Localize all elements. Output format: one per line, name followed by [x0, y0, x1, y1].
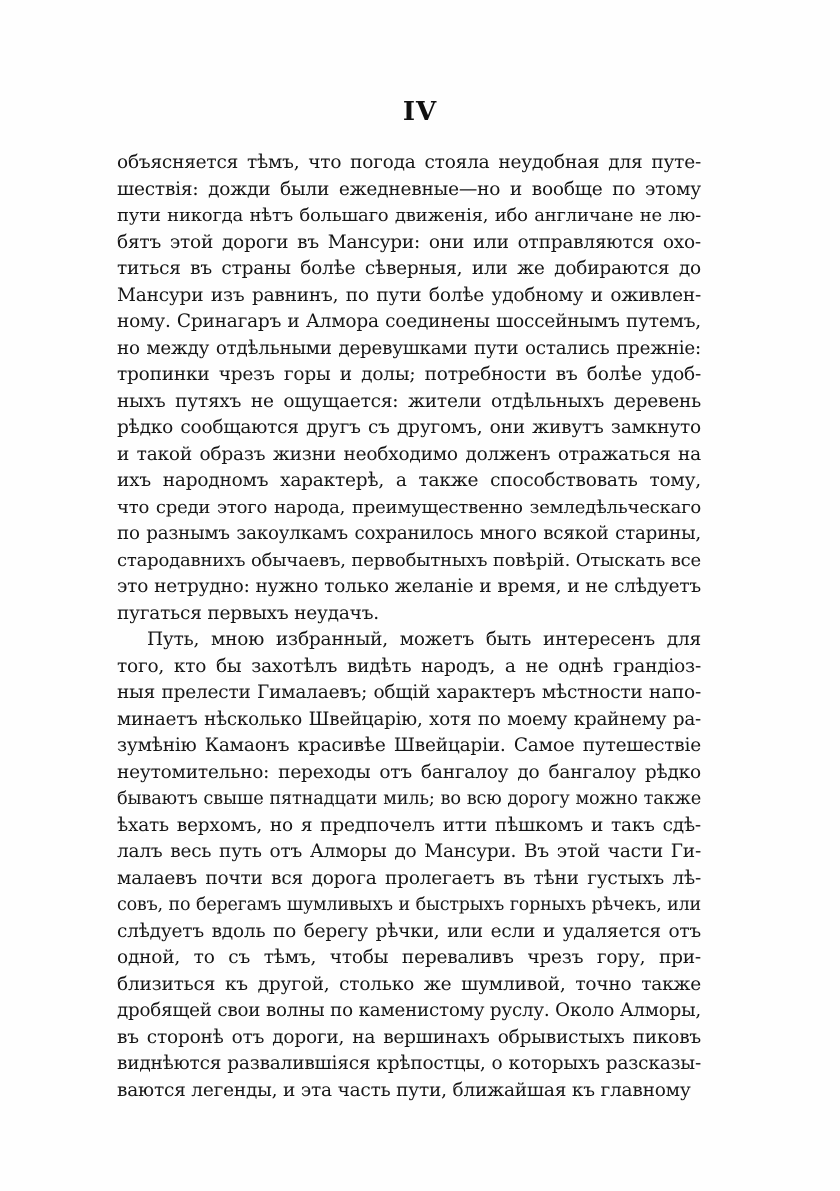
body-text: [117, 150, 701, 1104]
text-line: въ сторонѣ отъ дороги, на вершинахъ обрывистыхъ пиковъ: [117, 1026, 701, 1048]
text-line: виднѣются развалившіяся крѣпостцы, о которыхъ разсказы-: [117, 1053, 701, 1074]
text-line: пугаться первыхъ неудачъ.: [117, 602, 379, 624]
text-line: дробящей свои волны по каменистому руслу. Около Алморы,: [117, 1000, 701, 1021]
text-line: это нетрудно: нужно только желаніе и время, и не слѣдуетъ: [117, 576, 701, 597]
text-line: тропинки чрезъ горы и долы; потребности въ болѣе удоб-: [117, 364, 701, 385]
text-line: минаетъ нѣсколько Швейцарію, хотя по моему крайнему ра-: [117, 708, 701, 730]
text-line: бятъ этой дороги въ Мансури: они или отправляются охо-: [117, 231, 701, 253]
text-line: ному. Сринагаръ и Алмора соединены шоссейнымъ путемъ,: [117, 311, 701, 332]
text-line: ныхъ путяхъ не ощущается: жители отдѣльныхъ деревень: [117, 390, 701, 412]
text-line: пути никогда нѣтъ большаго движенія, ибо англичане не лю-: [117, 205, 701, 226]
text-line: ихъ народномъ характерѣ, а также способствовать тому,: [117, 470, 701, 491]
text-line: шествія: дожди были ежедневные—но и вообще по этому: [117, 178, 701, 200]
text-line: что среди этого народа, преимущественно земледѣльческаго: [117, 496, 701, 518]
text-line: титься въ страны болѣе сѣверныя, или же добираются до: [117, 258, 701, 279]
page-number: IV: [402, 97, 438, 127]
text-line: но между отдѣльными деревушками пути остались прежніе:: [117, 337, 701, 359]
text-line: одной, то съ тѣмъ, чтобы переваливъ чрезъ гору, при-: [117, 947, 701, 968]
text-line: неутомительно: переходы отъ бангалоу до бангалоу рѣдко: [117, 761, 701, 783]
text-line: совъ, по берегамъ шумливыхъ и быстрыхъ горныхъ рѣчекъ, или: [117, 895, 701, 915]
text-line: близиться къ другой, столько же шумливой, точно также: [117, 973, 701, 995]
text-line: того, кто бы захотѣлъ видѣть народъ, а не однѣ грандіоз-: [117, 655, 701, 677]
text-line: зумѣнію Камаонъ красивѣе Швейцаріи. Самое путешествіе: [117, 735, 701, 756]
text-line: ваются легенды, и эта часть пути, ближайшая къ главному: [117, 1079, 691, 1101]
text-line: ѣхать верхомъ, но я предпочелъ итти пѣшкомъ и такъ сдѣ-: [117, 814, 701, 836]
text-line: рѣдко сообщаются другъ съ другомъ, они живутъ замкнуто: [117, 417, 701, 438]
text-line: и такой образъ жизни необходимо долженъ отражаться на: [117, 443, 701, 465]
text-line: слѣдуетъ вдоль по берегу рѣчки, или если и удаляется отъ: [117, 920, 701, 942]
text-line: Путь, мною избранный, можетъ быть интересенъ для: [147, 629, 701, 650]
text-line: Мансури изъ равнинъ, по пути болѣе удобному и оживлен-: [117, 284, 701, 306]
text-line: стародавнихъ обычаевъ, первобытныхъ повѣрій. Отыскать все: [117, 549, 701, 571]
text-line: объясняется тѣмъ, что погода стояла неудобная для путе-: [117, 152, 701, 173]
text-line: по разнымъ закоулкамъ сохранилось много всякой старины,: [117, 523, 701, 544]
text-line: ныя прелести Гималаевъ; общій характеръ мѣстности напо-: [117, 682, 701, 703]
text-line: лалъ весь путь отъ Алморы до Мансури. Въ этой части Ги-: [117, 841, 701, 862]
text-line: бываютъ свыше пятнадцати миль; во всю дорогу можно также: [117, 789, 701, 809]
text-line: малаевъ почти вся дорога пролегаетъ въ тѣни густыхъ лѣ-: [117, 867, 701, 889]
